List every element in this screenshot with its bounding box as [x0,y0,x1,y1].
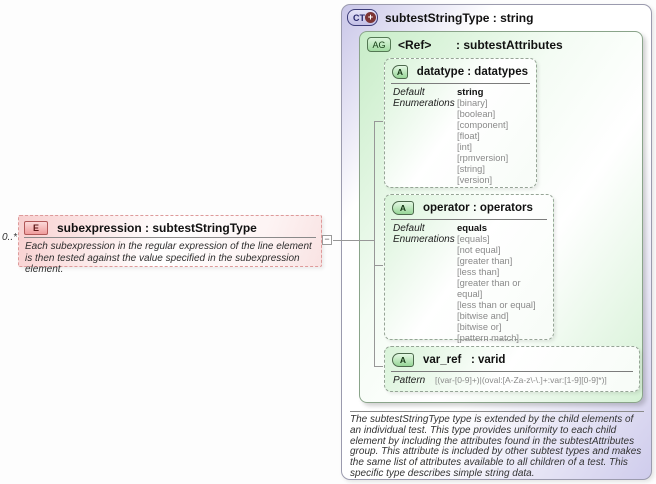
attribute-box-operator [384,194,554,343]
enumeration-value: [less than] [457,267,500,277]
facet-label-pattern: Pattern [393,375,426,386]
attribute-group-title: : subtestAttributes [456,37,563,52]
element-icon: E [24,221,48,235]
attribute-header-datatype[interactable] [385,59,536,83]
complex-type-box [341,4,652,480]
complex-type-icon [347,9,378,26]
element-annotation: Each subexpression in the regular expression of the line element is then tested against the value specified in the subexpression element. [25,241,312,275]
enumeration-value: [greater than] [457,256,513,266]
complex-type-header[interactable] [347,9,533,26]
connector-stub-var-ref [374,366,383,367]
attribute-facets [391,83,530,190]
facet-label-enumerations: Enumerations [393,98,455,109]
connector-element-to-type [333,240,375,241]
enumeration-list [457,234,547,344]
facet-value-pattern: [(var-[0-9]+)|(oval:[A-Za-z\-\.]+:var:[1-9][0-9]*)] [435,375,607,385]
facet-value-default: equals [457,223,488,234]
enumeration-value: [equals] [457,234,490,244]
attribute-facets [391,371,633,390]
attribute-box-var-ref [384,346,640,392]
enumeration-value: [less than or equal] [457,300,536,310]
attribute-group-icon: AG [367,37,391,52]
attribute-box-datatype [384,58,537,188]
facet-label-default: Default [393,87,425,98]
enumeration-value: [int] [457,142,472,152]
attribute-facets [391,219,547,348]
attribute-title: operator : operators [423,201,533,214]
enumeration-value: [version] [457,175,493,185]
complex-type-icon-label: CT [353,12,365,23]
collapse-toggle[interactable]: − [322,235,332,245]
plus-icon: + [365,12,376,23]
element-title: subexpression : subtestStringType [57,220,257,235]
attribute-header-operator[interactable] [385,195,553,219]
enumeration-value: [float] [457,131,480,141]
facet-label-default: Default [393,223,425,234]
attribute-icon: A [392,353,414,367]
connector-stub-operator [374,265,383,266]
documentation-separator [350,411,644,412]
attribute-group-header[interactable] [367,37,563,52]
attribute-group-ref: <Ref> [398,37,432,52]
enumeration-value: [rpmversion] [457,153,509,163]
enumeration-value: [binary] [457,98,488,108]
facet-value-default: string [457,87,484,98]
attribute-header-var-ref[interactable] [385,347,639,371]
enumeration-value: [boolean] [457,109,496,119]
attribute-group-box [359,31,643,403]
attribute-icon: A [392,65,408,79]
enumeration-value: [string] [457,164,485,174]
element-box-subexpression[interactable] [18,215,322,275]
connector-stub-datatype [374,121,383,122]
documentation-text: The subtestStringType type is extended by the child elements of an individual test. This type provides uniformity to each child element by including the attributes found in the subtestAttributes group. This attribute is included by other subtest types and makes the same list of attributes available to all children of a test. This specific type describes simple string data. [350,414,642,479]
connector-attributes-tree [374,121,375,367]
complex-type-title: subtestStringType : string [385,10,534,25]
attribute-title: datatype : datatypes [416,65,528,78]
attribute-title: var_ref : varid [423,353,506,366]
enumeration-value: [bitwise or] [457,322,502,332]
enumeration-value: [not equal] [457,245,501,255]
enumeration-value: [greater than or equal] [457,278,521,299]
element-header [24,216,316,238]
enumeration-value: [component] [457,120,509,130]
enumeration-value: [bitwise and] [457,311,509,321]
enumeration-value: [pattern match] [457,333,520,343]
attribute-icon: A [392,201,414,215]
enumeration-list [457,98,530,186]
cardinality-label: 0..* [2,232,18,243]
facet-label-enumerations: Enumerations [393,234,455,245]
